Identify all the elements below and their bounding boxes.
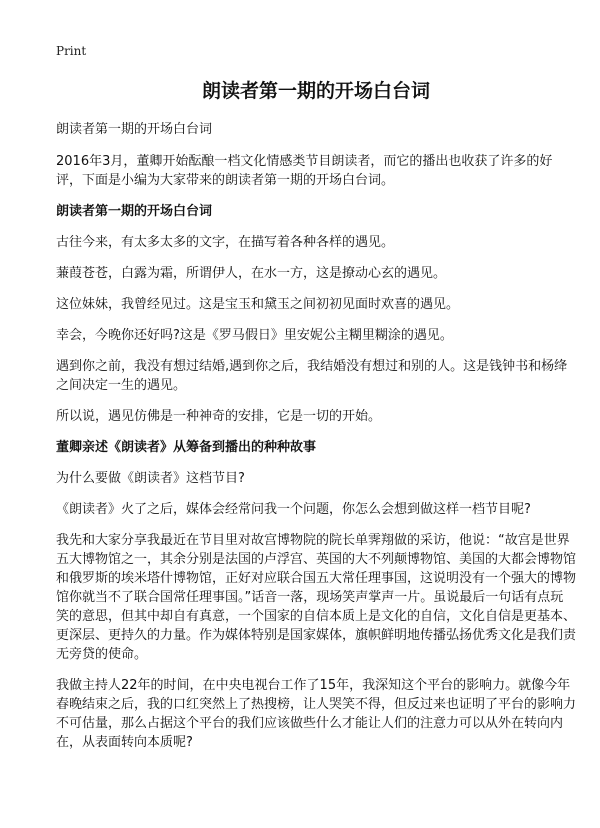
section-heading: 朗读者第一期的开场白台词 (56, 203, 213, 219)
paragraph: 为什么要做《朗读者》这档节目? (56, 470, 245, 486)
paragraph: 我先和大家分享我最近在节目里对故宫博物院的院长单霁翔做的采访，他说：“故宫是世界五大博物馆之一，其余分别是法国的卢浮宫、英国的大不列颠博物馆、美国的大都会博物馆和俄罗斯的埃米塔什博物馆，正好对应联合国五大常任理事国，这说明没有一个强大的博物馆你就当不了联合国常任理事国。”话音一落，现场笑声掌声一片。虽说最后一句话有点玩笑的意思，但其中却自有真意，一个国家的自信本质上是文化的自信，文化自信是更基本、更深层、更持久的力量。作为媒体特别是国家媒体，旗帜鲜明地传播弘扬优秀文化是我们责无旁贷的使命。 (56, 532, 577, 662)
page-title: 朗读者第一期的开场白台词 (201, 80, 430, 102)
paragraph: 《朗读者》火了之后，媒体会经常问我一个问题，你怎么会想到做这样一档节目呢? (56, 501, 531, 517)
paragraph: 遇到你之前，我没有想过结婚,遇到你之后，我结婚没有想过和别的人。这是钱钟书和杨绛之间决定一生的遇见。 (56, 358, 568, 393)
paragraph: 我做主持人22年的时间，在中央电视台工作了15年，我深知这个平台的影响力。就像今年春晚结束之后，我的口红突然上了热搜榜，让人哭笑不得，但反过来也证明了平台的影响力不可估量，那么占据这个平台的我们应该做些什么才能让人们的注意力可以从外在转向内在，从表面转向本质呢? (56, 677, 577, 750)
paragraph: 蒹葭苍苍，白露为霜，所谓伊人，在水一方，这是撩动心玄的遇见。 (56, 265, 447, 281)
paragraph: 这位妹妹，我曾经见过。这是宝玉和黛玉之间初初见面时欢喜的遇见。 (56, 296, 460, 312)
section-heading: 董卿亲述《朗读者》从筹备到播出的种种故事 (56, 439, 317, 455)
print-link[interactable]: Print (56, 44, 87, 58)
paragraph: 幸会，今晚你还好吗?这是《罗马假日》里安妮公主糊里糊涂的遇见。 (56, 327, 453, 343)
paragraph: 古往今来，有太多太多的文字，在描写着各种各样的遇见。 (56, 234, 395, 250)
paragraph: 所以说，遇见仿佛是一种神奇的安排，它是一切的开始。 (56, 408, 382, 424)
article-subtitle: 朗读者第一期的开场白台词 (56, 121, 213, 137)
intro-paragraph: 2016年3月，董卿开始酝酿一档文化情感类节目朗读者，而它的播出也收获了许多的好评，下面是小编为大家带来的朗读者第一期的开场白台词。 (56, 153, 553, 188)
article (56, 44, 576, 764)
